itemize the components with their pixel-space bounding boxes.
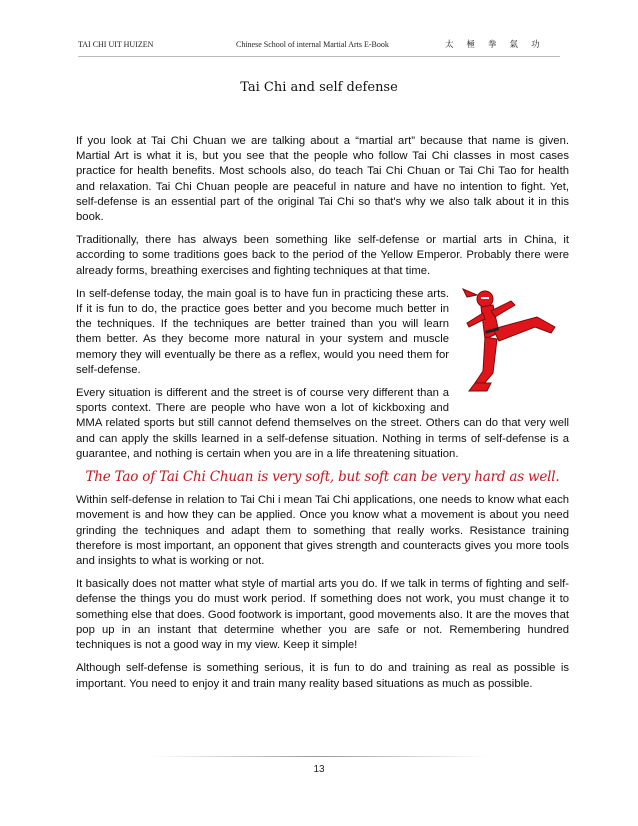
header-char: 拳 (488, 39, 498, 49)
header-chinese-characters (445, 38, 553, 50)
paragraph: Although self-defense is something serious, it is fun to do and training as real as possible is important. You need to enjoy it and train many reality based situations as much as possible. (76, 662, 569, 690)
page-title: Tai Chi and self defense (240, 80, 398, 95)
header-left-title: TAI CHI UIT HUIZEN (78, 40, 154, 49)
paragraph: It basically does not matter what style of martial arts you do. If we talk in terms of fighting and self-defense the things you do must work period. If something does not work, you must change it to something else that does. Good footwork is important, good movements also. It are the moves that pop up in an instant that determine whether you are safe or not. Remembering hundred techniques is not a good way in my view. Keep it simple! (76, 578, 569, 652)
paragraph: Every situation is different and the street is of course very different than a sports context. There are people who have won a lot of kickboxing and MMA related sports but still cannot defend themselves on the street. Others can do that very well and can apply the skills learned in a self-defense situation. Nothing in terms of self-defense is a guarantee, and nothing is certain when you are in a life threatening situation. (76, 387, 569, 460)
ninja-kick-illustration (457, 287, 569, 403)
header-char: 功 (531, 39, 541, 49)
body-text (76, 134, 569, 700)
header-char: 氣 (509, 39, 520, 49)
footer-divider (150, 756, 488, 757)
paragraph-text: In self-defense today, the main goal is to have fun in practicing these arts. If it is fun to do, the practice goes better and you become much better in the techniques. If the techniques are better trained than you will learn them better. As they become more natural in your system and muscle memory they will eventually be there as a reflex, would you need them for self-defense. (76, 287, 449, 376)
paragraph: If you look at Tai Chi Chuan we are talking about a “martial art” because that name is given. Martial Art is what it is, but you see that the people who follow Tai Chi classes in most cases practice for health benefits. Most schools also, do teach Tai Chi Chuan or Tai Chi Tao for health and relaxation. Tai Chi Chuan people are peaceful in nature and have no intention to fight. Yet, self-defense is an essential part of the original Tai Chi so that's why we also talk about it in this book. (76, 135, 569, 224)
page-number: 13 (313, 764, 325, 775)
page-header (78, 38, 560, 54)
header-char: 極 (466, 39, 477, 49)
highlighted-quote: The Tao of Tai Chi Chuan is very soft, but soft can be very hard as well. (85, 469, 560, 486)
paragraph: Traditionally, there has always been something like self-defense or martial arts in China, it according to some traditions goes back to the period of the Yellow Emperor. Probably there were already forms, breathing exercises and fighting techniques at that time. (76, 234, 569, 277)
paragraph: Within self-defense in relation to Tai Chi i mean Tai Chi applications, one needs to know what each movement is and how they can be applied. Once you know what a movement is about you need grinding the techniques and adapt them to something that really works. Resistance training therefore is most important, an opponent that gives strength and counteracts gives you more tools and insights to what is working or not. (76, 494, 569, 568)
paragraph-with-figure (76, 287, 569, 378)
header-center-title: Chinese School of internal Martial Arts E-Book (236, 40, 389, 49)
header-divider (78, 56, 560, 57)
header-char: 太 (445, 39, 455, 49)
